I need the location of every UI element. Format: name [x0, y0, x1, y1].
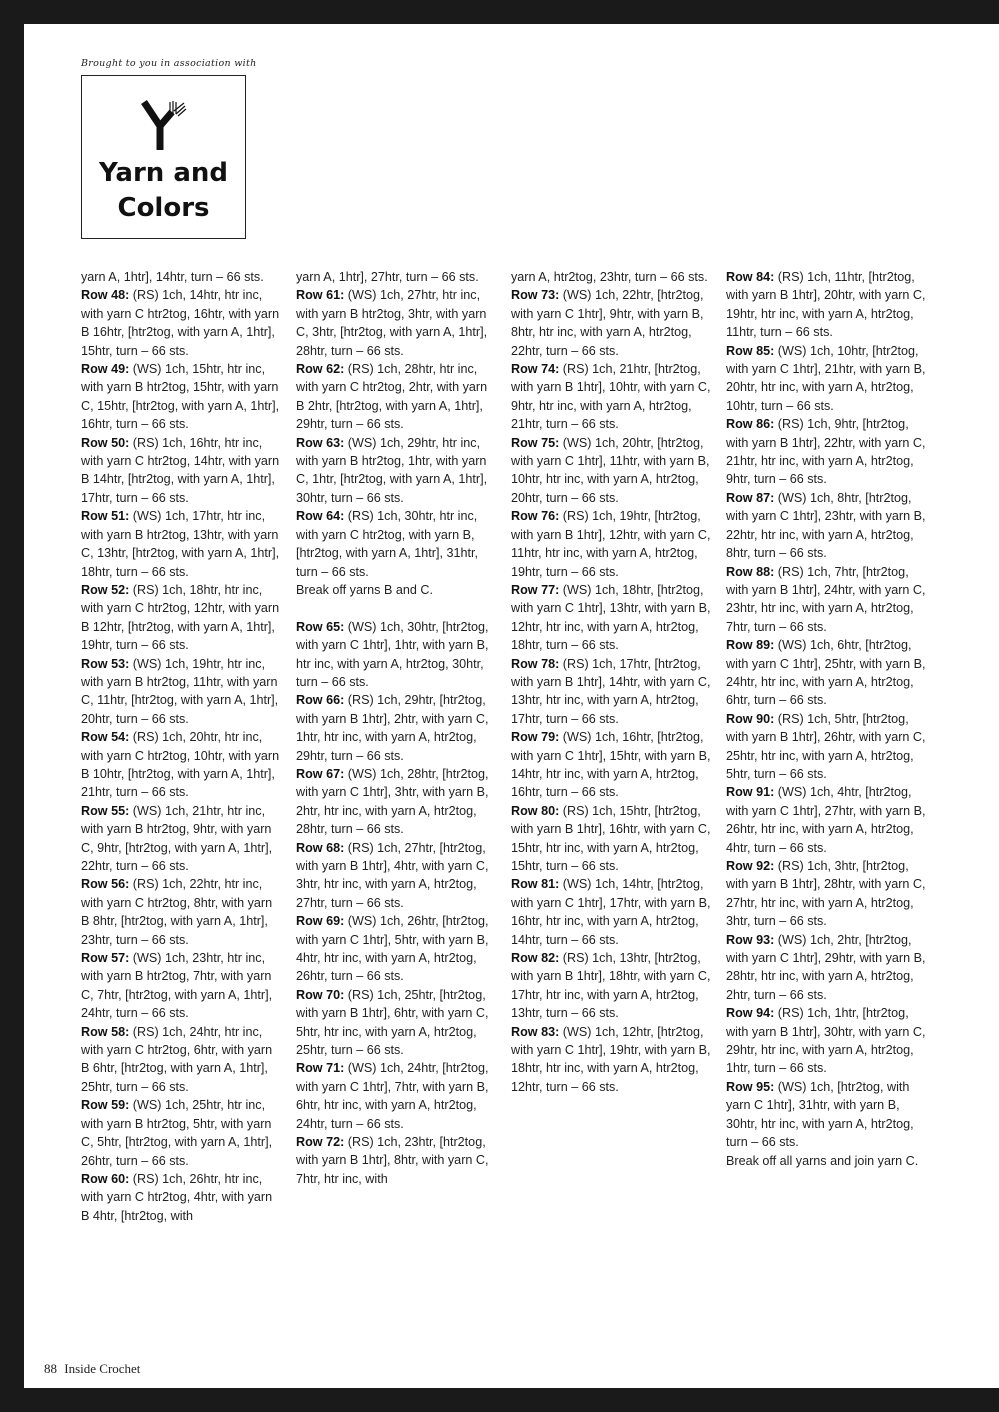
row-instructions: (WS) 1ch, 25htr, htr inc, with yarn B htr2tog, 5htr, with yarn C, 5htr, [htr2tog, with yarn A, 1htr], 26htr, turn – 66 sts. — [81, 1098, 273, 1168]
pattern-row — [81, 1096, 281, 1170]
row-instructions: (WS) 1ch, 19htr, htr inc, with yarn B htr2tog, 11htr, with yarn C, 11htr, [htr2tog, with yarn A, 1htr], 20htr, turn – 66 sts. — [81, 656, 279, 726]
row-label: Row 53: — [81, 656, 130, 671]
row-instructions: (WS) 1ch, 6htr, [htr2tog, with yarn C 1htr], 25htr, with yarn B, 24htr, htr inc, with yarn A, htr2tog, 6htr, turn – 66 sts. — [726, 638, 926, 708]
row-label: Row 84: — [726, 270, 775, 284]
row-instructions: (RS) 1ch, 13htr, [htr2tog, with yarn B 1htr], 18htr, with yarn C, 17htr, htr inc, with yarn A, htr2tog, 13htr, turn – 66 sts. — [511, 951, 711, 1021]
row-instructions: (RS) 1ch, 9htr, [htr2tog, with yarn B 1htr], 22htr, with yarn C, 21htr, htr inc, with yarn A, htr2tog, 9htr, turn – 66 sts. — [726, 417, 926, 487]
row-instructions: (RS) 1ch, 23htr, [htr2tog, with yarn B 1htr], 8htr, with yarn C, 7htr, htr inc, with — [296, 1135, 489, 1186]
row-label: Row 92: — [726, 859, 775, 873]
row-label: Row 57: — [81, 951, 130, 966]
row-instructions: (WS) 1ch, 18htr, [htr2tog, with yarn C 1htr], 13htr, with yarn B, 12htr, htr inc, with yarn A, htr2tog, 18htr, turn – 66 sts. — [511, 582, 711, 653]
pattern-row — [726, 857, 926, 931]
page-number: 88 — [44, 1361, 57, 1376]
row-label: Row 66: — [296, 693, 345, 708]
row-instructions: (WS) 1ch, 4htr, [htr2tog, with yarn C 1htr], 27htr, with yarn B, 26htr, htr inc, with yarn A, htr2tog, 4htr, turn – 66 sts. — [726, 785, 926, 855]
row-label: Row 60: — [81, 1171, 130, 1186]
pattern-row — [511, 949, 711, 1023]
row-instructions: (WS) 1ch, 23htr, htr inc, with yarn B htr2tog, 7htr, with yarn C, 7htr, [htr2tog, with yarn A, 1htr], 24htr, turn – 66 sts. — [81, 951, 273, 1021]
row-instructions: (WS) 1ch, [htr2tog, with yarn C 1htr], 31htr, with yarn B, 30htr, htr inc, with yarn A, htr2tog, turn – 66 sts. — [726, 1079, 914, 1150]
row-label: Row 72: — [296, 1135, 345, 1150]
pattern-row — [726, 783, 926, 857]
row-label: Row 50: — [81, 435, 130, 450]
pattern-row — [726, 342, 926, 416]
row-instructions: (RS) 1ch, 22htr, htr inc, with yarn C htr2tog, 8htr, with yarn B 8htr, [htr2tog, with yarn A, 1htr], 23htr, turn – 66 sts. — [81, 877, 273, 947]
magazine-page — [24, 24, 999, 1388]
row-label: Row 95: — [726, 1079, 775, 1094]
row-instructions: Break off yarns B and C. — [296, 582, 433, 597]
row-instructions: (WS) 1ch, 21htr, htr inc, with yarn B htr2tog, 9htr, with yarn C, 9htr, [htr2tog, with yarn A, 1htr], 22htr, turn – 66 sts. — [81, 803, 273, 873]
pattern-row — [726, 1152, 926, 1170]
row-label: Row 85: — [726, 343, 775, 358]
pattern-row — [511, 268, 711, 286]
row-label: Row 58: — [81, 1024, 130, 1039]
pattern-row — [726, 931, 926, 1005]
pattern-row — [296, 1133, 496, 1188]
pattern-row — [81, 655, 281, 729]
logo-line-2: Colors — [117, 193, 210, 223]
row-label: Row 82: — [511, 951, 560, 966]
pattern-row — [296, 765, 496, 839]
pattern-row — [81, 286, 281, 360]
row-instructions: (RS) 1ch, 30htr, htr inc, with yarn C htr2tog, with yarn B, [htr2tog, with yarn A, 1htr], 31htr, turn – 66 sts. — [296, 509, 479, 579]
pattern-row — [511, 581, 711, 655]
row-label: Row 69: — [296, 914, 345, 929]
row-label: Row 65: — [296, 619, 345, 634]
pattern-row — [296, 360, 496, 434]
pattern-row — [81, 268, 281, 286]
row-label: Row 61: — [296, 288, 345, 303]
row-label: Row 89: — [726, 638, 775, 653]
row-instructions: (RS) 1ch, 25htr, [htr2tog, with yarn B 1htr], 6htr, with yarn C, 5htr, htr inc, with yarn A, htr2tog, 25htr, turn – 66 sts. — [296, 987, 489, 1058]
row-label: Row 88: — [726, 564, 775, 579]
pattern-row — [511, 360, 711, 434]
pattern-row — [726, 636, 926, 710]
row-instructions: (RS) 1ch, 18htr, htr inc, with yarn C htr2tog, 12htr, with yarn B 12htr, [htr2tog, with yarn A, 1htr], 19htr, turn – 66 sts. — [81, 582, 280, 653]
row-label: Row 49: — [81, 362, 130, 377]
pattern-row — [726, 563, 926, 637]
row-instructions: (WS) 1ch, 30htr, [htr2tog, with yarn C 1htr], 1htr, with yarn B, htr inc, with yarn A, htr2tog, 30htr, turn – 66 sts. — [296, 619, 489, 689]
pattern-row — [511, 434, 711, 508]
row-label: Row 73: — [511, 288, 560, 303]
row-label: Row 76: — [511, 509, 560, 524]
row-label: Row 91: — [726, 785, 775, 800]
row-label: Row 68: — [296, 840, 345, 855]
pattern-row — [511, 507, 711, 581]
row-label: Row 48: — [81, 288, 130, 303]
row-label: Row 94: — [726, 1006, 775, 1021]
row-instructions: (RS) 1ch, 15htr, [htr2tog, with yarn B 1htr], 16htr, with yarn C, 15htr, htr inc, with yarn A, htr2tog, 15htr, turn – 66 sts. — [511, 803, 711, 873]
row-label: Row 74: — [511, 362, 560, 377]
row-instructions: (WS) 1ch, 29htr, htr inc, with yarn B htr2tog, 1htr, with yarn C, 1htr, [htr2tog, with yarn A, 1htr], 30htr, turn – 66 sts. — [296, 435, 488, 505]
row-label: Row 79: — [511, 730, 560, 745]
row-instructions: (WS) 1ch, 20htr, [htr2tog, with yarn C 1htr], 11htr, with yarn B, 10htr, htr inc, with yarn A, htr2tog, 20htr, turn – 66 sts. — [511, 435, 710, 505]
row-label: Row 67: — [296, 766, 345, 781]
pattern-row — [81, 581, 281, 655]
publication-name: Inside Crochet — [64, 1361, 141, 1376]
pattern-row — [726, 489, 926, 563]
pattern-row — [296, 839, 496, 913]
pattern-row — [511, 728, 711, 802]
pattern-row — [511, 875, 711, 949]
pattern-column-3 — [511, 268, 711, 1096]
row-instructions: (RS) 1ch, 14htr, htr inc, with yarn C htr2tog, 16htr, with yarn B 16htr, [htr2tog, with yarn A, 1htr], 15htr, turn – 66 sts. — [81, 288, 280, 358]
row-label: Row 52: — [81, 582, 130, 597]
association-text: Brought to you in association with — [81, 58, 257, 69]
row-label: Row 51: — [81, 509, 130, 524]
pattern-row — [81, 1023, 281, 1097]
row-instructions: (WS) 1ch, 27htr, htr inc, with yarn B htr2tog, 3htr, with yarn C, 3htr, [htr2tog, with yarn A, 1htr], 28htr, turn – 66 sts. — [296, 288, 488, 358]
pattern-row — [726, 1004, 926, 1078]
row-instructions: (RS) 1ch, 3htr, [htr2tog, with yarn B 1htr], 28htr, with yarn C, 27htr, htr inc, with yarn A, htr2tog, 3htr, turn – 66 sts. — [726, 859, 926, 929]
pattern-row — [296, 912, 496, 986]
pattern-row — [296, 1059, 496, 1133]
row-label: Row 80: — [511, 803, 560, 818]
row-instructions: (RS) 1ch, 7htr, [htr2tog, with yarn B 1htr], 24htr, with yarn C, 23htr, htr inc, with yarn A, htr2tog, 7htr, turn – 66 sts. — [726, 564, 926, 634]
row-instructions: (RS) 1ch, 27htr, [htr2tog, with yarn B 1htr], 4htr, with yarn C, 3htr, htr inc, with yarn A, htr2tog, 27htr, turn – 66 sts. — [296, 840, 489, 910]
row-instructions: (RS) 1ch, 11htr, [htr2tog, with yarn B 1htr], 20htr, with yarn C, 19htr, htr inc, with yarn A, htr2tog, 11htr, turn – 66 sts. — [726, 270, 926, 340]
row-instructions: (WS) 1ch, 2htr, [htr2tog, with yarn C 1htr], 29htr, with yarn B, 28htr, htr inc, with yarn A, htr2tog, 2htr, turn – 66 sts. — [726, 932, 926, 1002]
row-instructions: yarn A, 1htr], 27htr, turn – 66 sts. — [296, 270, 479, 284]
row-instructions: (RS) 1ch, 19htr, [htr2tog, with yarn B 1htr], 12htr, with yarn C, 11htr, htr inc, with yarn A, htr2tog, 19htr, turn – 66 sts. — [511, 509, 711, 579]
row-label: Row 93: — [726, 932, 775, 947]
row-instructions: yarn A, htr2tog, 23htr, turn – 66 sts. — [511, 270, 708, 284]
row-label: Row 83: — [511, 1024, 560, 1039]
row-instructions: (RS) 1ch, 21htr, [htr2tog, with yarn B 1htr], 10htr, with yarn C, 9htr, htr inc, with yarn A, htr2tog, 21htr, turn – 66 sts. — [511, 362, 711, 432]
row-instructions: (RS) 1ch, 5htr, [htr2tog, with yarn B 1htr], 26htr, with yarn C, 25htr, htr inc, with yarn A, htr2tog, 5htr, turn – 66 sts. — [726, 711, 926, 781]
pattern-row — [296, 434, 496, 508]
pattern-row — [726, 710, 926, 784]
row-instructions: (RS) 1ch, 16htr, htr inc, with yarn C htr2tog, 14htr, with yarn B 14htr, [htr2tog, with yarn A, 1htr], 17htr, turn – 66 sts. — [81, 435, 280, 505]
row-label: Row 87: — [726, 490, 775, 505]
pattern-row — [726, 1078, 926, 1152]
row-label: Row 78: — [511, 656, 560, 671]
logo-wordmark — [82, 156, 245, 226]
row-label: Row 77: — [511, 582, 560, 597]
pattern-row — [511, 286, 711, 360]
pattern-row — [296, 691, 496, 765]
pattern-column-4 — [726, 268, 926, 1170]
row-label: Row 54: — [81, 730, 130, 745]
row-instructions: (WS) 1ch, 15htr, htr inc, with yarn B htr2tog, 15htr, with yarn C, 15htr, [htr2tog, with yarn A, 1htr], 16htr, turn – 66 sts. — [81, 362, 280, 432]
row-label: Row 59: — [81, 1098, 130, 1113]
row-instructions: (RS) 1ch, 17htr, [htr2tog, with yarn B 1htr], 14htr, with yarn C, 13htr, htr inc, with yarn A, htr2tog, 17htr, turn – 66 sts. — [511, 656, 711, 726]
row-instructions: yarn A, 1htr], 14htr, turn – 66 sts. — [81, 270, 264, 284]
row-label: Row 63: — [296, 435, 345, 450]
row-label: Row 81: — [511, 877, 560, 892]
pattern-row — [296, 268, 496, 286]
pattern-row — [81, 728, 281, 802]
row-instructions: (WS) 1ch, 22htr, [htr2tog, with yarn C 1htr], 9htr, with yarn B, 8htr, htr inc, with yarn A, htr2tog, 22htr, turn – 66 sts. — [511, 288, 704, 358]
pattern-column-1 — [81, 268, 281, 1225]
row-label: Row 90: — [726, 711, 775, 726]
row-instructions: (WS) 1ch, 26htr, [htr2tog, with yarn C 1htr], 5htr, with yarn B, 4htr, htr inc, with yarn A, htr2tog, 26htr, turn – 66 sts. — [296, 914, 489, 984]
pattern-row — [81, 802, 281, 876]
row-label: Row 71: — [296, 1061, 345, 1076]
yarn-logo-icon — [138, 98, 194, 154]
row-label: Row 64: — [296, 509, 345, 524]
row-instructions: (WS) 1ch, 12htr, [htr2tog, with yarn C 1htr], 19htr, with yarn B, 18htr, htr inc, with yarn A, htr2tog, 12htr, turn – 66 sts. — [511, 1024, 711, 1094]
row-instructions: (RS) 1ch, 24htr, htr inc, with yarn C htr2tog, 6htr, with yarn B 6htr, [htr2tog, with yarn A, 1htr], 25htr, turn – 66 sts. — [81, 1024, 273, 1094]
row-instructions: (WS) 1ch, 8htr, [htr2tog, with yarn C 1htr], 23htr, with yarn B, 22htr, htr inc, with yarn A, htr2tog, 8htr, turn – 66 sts. — [726, 490, 926, 561]
pattern-row — [511, 1023, 711, 1097]
pattern-row — [81, 360, 281, 434]
row-instructions: (WS) 1ch, 17htr, htr inc, with yarn B htr2tog, 13htr, with yarn C, 13htr, [htr2tog, with yarn A, 1htr], 18htr, turn – 66 sts. — [81, 509, 280, 579]
sponsor-logo — [81, 75, 246, 239]
row-instructions: (RS) 1ch, 1htr, [htr2tog, with yarn B 1htr], 30htr, with yarn C, 29htr, htr inc, with yarn A, htr2tog, 1htr, turn – 66 sts. — [726, 1006, 926, 1076]
pattern-row — [511, 802, 711, 876]
pattern-row — [81, 949, 281, 1023]
row-instructions: (RS) 1ch, 20htr, htr inc, with yarn C htr2tog, 10htr, with yarn B 10htr, [htr2tog, with yarn A, 1htr], 21htr, turn – 66 sts. — [81, 730, 280, 800]
paragraph-gap — [296, 599, 496, 617]
row-instructions: (WS) 1ch, 16htr, [htr2tog, with yarn C 1htr], 15htr, with yarn B, 14htr, htr inc, with yarn A, htr2tog, 16htr, turn – 66 sts. — [511, 730, 711, 800]
row-instructions: (RS) 1ch, 28htr, htr inc, with yarn C htr2tog, 2htr, with yarn B 2htr, [htr2tog, with yarn A, 1htr], 29htr, turn – 66 sts. — [296, 362, 488, 432]
pattern-row — [81, 507, 281, 581]
pattern-row — [81, 1170, 281, 1225]
page-footer — [44, 1361, 140, 1377]
row-instructions: (WS) 1ch, 14htr, [htr2tog, with yarn C 1htr], 17htr, with yarn B, 16htr, htr inc, with yarn A, htr2tog, 14htr, turn – 66 sts. — [511, 877, 711, 947]
pattern-row — [726, 415, 926, 489]
pattern-row — [726, 268, 926, 342]
pattern-row — [296, 618, 496, 692]
row-label: Row 56: — [81, 877, 130, 892]
row-instructions: (RS) 1ch, 26htr, htr inc, with yarn C htr2tog, 4htr, with yarn B 4htr, [htr2tog, with — [81, 1171, 273, 1223]
pattern-row — [81, 434, 281, 508]
pattern-row — [296, 286, 496, 360]
pattern-row — [296, 507, 496, 581]
pattern-row — [296, 581, 496, 599]
row-instructions: (WS) 1ch, 10htr, [htr2tog, with yarn C 1htr], 21htr, with yarn B, 20htr, htr inc, with yarn A, htr2tog, 10htr, turn – 66 sts. — [726, 343, 926, 413]
pattern-row — [296, 986, 496, 1060]
row-instructions: Break off all yarns and join yarn C. — [726, 1153, 919, 1168]
row-label: Row 75: — [511, 435, 560, 450]
row-label: Row 62: — [296, 362, 345, 377]
row-instructions: (WS) 1ch, 24htr, [htr2tog, with yarn C 1htr], 7htr, with yarn B, 6htr, htr inc, with yarn A, htr2tog, 24htr, turn – 66 sts. — [296, 1061, 489, 1131]
row-instructions: (RS) 1ch, 29htr, [htr2tog, with yarn B 1htr], 2htr, with yarn C, 1htr, htr inc, with yarn A, htr2tog, 29htr, turn – 66 sts. — [296, 693, 489, 763]
row-label: Row 55: — [81, 803, 130, 818]
logo-line-1: Yarn and — [98, 158, 229, 188]
row-instructions: (WS) 1ch, 28htr, [htr2tog, with yarn C 1htr], 3htr, with yarn B, 2htr, htr inc, with yarn A, htr2tog, 28htr, turn – 66 sts. — [296, 766, 489, 837]
pattern-row — [81, 875, 281, 949]
pattern-column-2 — [296, 268, 496, 1188]
pattern-row — [511, 655, 711, 729]
row-label: Row 86: — [726, 417, 775, 432]
row-label: Row 70: — [296, 987, 345, 1002]
